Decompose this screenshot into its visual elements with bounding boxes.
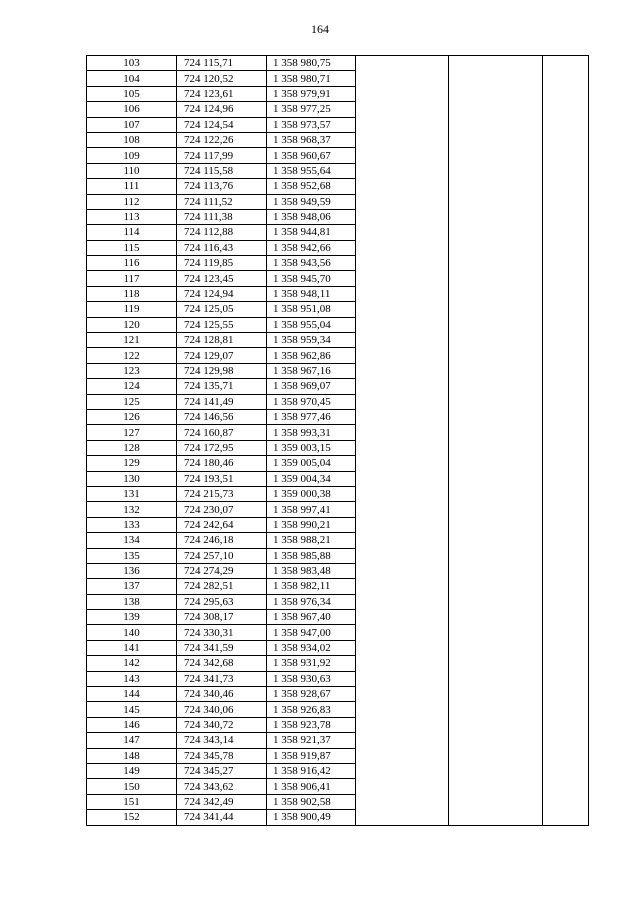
x-coordinate-cell: 724 123,61 xyxy=(177,86,267,101)
page-number: 164 xyxy=(311,22,329,36)
x-coordinate-cell: 724 129,98 xyxy=(177,363,267,378)
point-number-cell: 142 xyxy=(87,656,177,671)
y-coordinate-cell: 1 358 988,21 xyxy=(267,533,356,548)
point-number-cell: 145 xyxy=(87,702,177,717)
y-coordinate-cell: 1 359 004,34 xyxy=(267,471,356,486)
y-coordinate-cell: 1 358 959,34 xyxy=(267,333,356,348)
y-coordinate-cell: 1 358 919,87 xyxy=(267,748,356,763)
y-coordinate-cell: 1 358 921,37 xyxy=(267,733,356,748)
point-number-cell: 125 xyxy=(87,394,177,409)
x-coordinate-cell: 724 113,76 xyxy=(177,179,267,194)
y-coordinate-cell: 1 358 977,25 xyxy=(267,102,356,117)
x-coordinate-cell: 724 116,43 xyxy=(177,240,267,255)
x-coordinate-cell: 724 119,85 xyxy=(177,256,267,271)
coordinates-table-body xyxy=(87,56,589,826)
x-coordinate-cell: 724 341,59 xyxy=(177,640,267,655)
point-number-cell: 105 xyxy=(87,86,177,101)
point-number-cell: 114 xyxy=(87,225,177,240)
x-coordinate-cell: 724 180,46 xyxy=(177,456,267,471)
point-number-cell: 127 xyxy=(87,425,177,440)
point-number-cell: 137 xyxy=(87,579,177,594)
y-coordinate-cell: 1 358 900,49 xyxy=(267,810,356,825)
point-number-cell: 108 xyxy=(87,132,177,147)
point-number-cell: 126 xyxy=(87,409,177,424)
x-coordinate-cell: 724 342,49 xyxy=(177,794,267,809)
x-coordinate-cell: 724 122,26 xyxy=(177,132,267,147)
y-coordinate-cell: 1 358 928,67 xyxy=(267,687,356,702)
point-number-cell: 149 xyxy=(87,763,177,778)
x-coordinate-cell: 724 242,64 xyxy=(177,517,267,532)
y-coordinate-cell: 1 358 962,86 xyxy=(267,348,356,363)
y-coordinate-cell: 1 358 982,11 xyxy=(267,579,356,594)
y-coordinate-cell: 1 358 990,21 xyxy=(267,517,356,532)
x-coordinate-cell: 724 160,87 xyxy=(177,425,267,440)
point-number-cell: 152 xyxy=(87,810,177,825)
point-number-cell: 135 xyxy=(87,548,177,563)
point-number-cell: 107 xyxy=(87,117,177,132)
x-coordinate-cell: 724 111,38 xyxy=(177,209,267,224)
point-number-cell: 129 xyxy=(87,456,177,471)
y-coordinate-cell: 1 358 985,88 xyxy=(267,548,356,563)
x-coordinate-cell: 724 128,81 xyxy=(177,333,267,348)
point-number-cell: 151 xyxy=(87,794,177,809)
point-number-cell: 144 xyxy=(87,687,177,702)
x-coordinate-cell: 724 282,51 xyxy=(177,579,267,594)
y-coordinate-cell: 1 358 948,11 xyxy=(267,286,356,301)
y-coordinate-cell: 1 358 968,37 xyxy=(267,132,356,147)
y-coordinate-cell: 1 358 955,04 xyxy=(267,317,356,332)
point-number-cell: 103 xyxy=(87,56,177,71)
x-coordinate-cell: 724 343,62 xyxy=(177,779,267,794)
x-coordinate-cell: 724 115,71 xyxy=(177,56,267,71)
point-number-cell: 120 xyxy=(87,317,177,332)
y-coordinate-cell: 1 358 976,34 xyxy=(267,594,356,609)
x-coordinate-cell: 724 345,27 xyxy=(177,763,267,778)
y-coordinate-cell: 1 358 902,58 xyxy=(267,794,356,809)
y-coordinate-cell: 1 358 942,66 xyxy=(267,240,356,255)
point-number-cell: 133 xyxy=(87,517,177,532)
x-coordinate-cell: 724 342,68 xyxy=(177,656,267,671)
y-coordinate-cell: 1 358 947,00 xyxy=(267,625,356,640)
x-coordinate-cell: 724 340,72 xyxy=(177,717,267,732)
point-number-cell: 138 xyxy=(87,594,177,609)
table-row xyxy=(87,56,589,71)
y-coordinate-cell: 1 358 980,71 xyxy=(267,71,356,86)
x-coordinate-cell: 724 340,06 xyxy=(177,702,267,717)
x-coordinate-cell: 724 129,07 xyxy=(177,348,267,363)
x-coordinate-cell: 724 123,45 xyxy=(177,271,267,286)
x-coordinate-cell: 724 117,99 xyxy=(177,148,267,163)
y-coordinate-cell: 1 358 983,48 xyxy=(267,563,356,578)
y-coordinate-cell: 1 358 951,08 xyxy=(267,302,356,317)
y-coordinate-cell: 1 358 906,41 xyxy=(267,779,356,794)
point-number-cell: 104 xyxy=(87,71,177,86)
point-number-cell: 139 xyxy=(87,610,177,625)
point-number-cell: 150 xyxy=(87,779,177,794)
x-coordinate-cell: 724 308,17 xyxy=(177,610,267,625)
x-coordinate-cell: 724 135,71 xyxy=(177,379,267,394)
y-coordinate-cell: 1 358 967,16 xyxy=(267,363,356,378)
point-number-cell: 118 xyxy=(87,286,177,301)
x-coordinate-cell: 724 330,31 xyxy=(177,625,267,640)
y-coordinate-cell: 1 358 967,40 xyxy=(267,610,356,625)
y-coordinate-cell: 1 358 930,63 xyxy=(267,671,356,686)
y-coordinate-cell: 1 359 003,15 xyxy=(267,440,356,455)
y-coordinate-cell: 1 358 960,67 xyxy=(267,148,356,163)
y-coordinate-cell: 1 358 923,78 xyxy=(267,717,356,732)
y-coordinate-cell: 1 358 980,75 xyxy=(267,56,356,71)
x-coordinate-cell: 724 341,44 xyxy=(177,810,267,825)
x-coordinate-cell: 724 111,52 xyxy=(177,194,267,209)
x-coordinate-cell: 724 124,96 xyxy=(177,102,267,117)
y-coordinate-cell: 1 359 000,38 xyxy=(267,486,356,501)
point-number-cell: 112 xyxy=(87,194,177,209)
x-coordinate-cell: 724 125,05 xyxy=(177,302,267,317)
y-coordinate-cell: 1 358 970,45 xyxy=(267,394,356,409)
x-coordinate-cell: 724 345,78 xyxy=(177,748,267,763)
y-coordinate-cell: 1 359 005,04 xyxy=(267,456,356,471)
point-number-cell: 113 xyxy=(87,209,177,224)
y-coordinate-cell: 1 358 977,46 xyxy=(267,409,356,424)
y-coordinate-cell: 1 358 997,41 xyxy=(267,502,356,517)
point-number-cell: 115 xyxy=(87,240,177,255)
y-coordinate-cell: 1 358 934,02 xyxy=(267,640,356,655)
y-coordinate-cell: 1 358 952,68 xyxy=(267,179,356,194)
x-coordinate-cell: 724 257,10 xyxy=(177,548,267,563)
point-number-cell: 132 xyxy=(87,502,177,517)
point-number-cell: 106 xyxy=(87,102,177,117)
x-coordinate-cell: 724 146,56 xyxy=(177,409,267,424)
point-number-cell: 111 xyxy=(87,179,177,194)
point-number-cell: 124 xyxy=(87,379,177,394)
empty-merged-cell-1 xyxy=(356,56,449,826)
point-number-cell: 147 xyxy=(87,733,177,748)
x-coordinate-cell: 724 115,58 xyxy=(177,163,267,178)
y-coordinate-cell: 1 358 969,07 xyxy=(267,379,356,394)
y-coordinate-cell: 1 358 993,31 xyxy=(267,425,356,440)
x-coordinate-cell: 724 193,51 xyxy=(177,471,267,486)
point-number-cell: 141 xyxy=(87,640,177,655)
y-coordinate-cell: 1 358 949,59 xyxy=(267,194,356,209)
y-coordinate-cell: 1 358 931,92 xyxy=(267,656,356,671)
x-coordinate-cell: 724 120,52 xyxy=(177,71,267,86)
point-number-cell: 119 xyxy=(87,302,177,317)
point-number-cell: 134 xyxy=(87,533,177,548)
y-coordinate-cell: 1 358 979,91 xyxy=(267,86,356,101)
point-number-cell: 122 xyxy=(87,348,177,363)
point-number-cell: 130 xyxy=(87,471,177,486)
y-coordinate-cell: 1 358 955,64 xyxy=(267,163,356,178)
x-coordinate-cell: 724 343,14 xyxy=(177,733,267,748)
x-coordinate-cell: 724 125,55 xyxy=(177,317,267,332)
y-coordinate-cell: 1 358 943,56 xyxy=(267,256,356,271)
point-number-cell: 146 xyxy=(87,717,177,732)
point-number-cell: 140 xyxy=(87,625,177,640)
x-coordinate-cell: 724 246,18 xyxy=(177,533,267,548)
point-number-cell: 110 xyxy=(87,163,177,178)
x-coordinate-cell: 724 341,73 xyxy=(177,671,267,686)
x-coordinate-cell: 724 124,54 xyxy=(177,117,267,132)
x-coordinate-cell: 724 340,46 xyxy=(177,687,267,702)
x-coordinate-cell: 724 124,94 xyxy=(177,286,267,301)
point-number-cell: 143 xyxy=(87,671,177,686)
empty-merged-cell-2 xyxy=(449,56,543,826)
y-coordinate-cell: 1 358 945,70 xyxy=(267,271,356,286)
x-coordinate-cell: 724 215,73 xyxy=(177,486,267,501)
coordinates-table xyxy=(86,55,589,826)
x-coordinate-cell: 724 172,95 xyxy=(177,440,267,455)
y-coordinate-cell: 1 358 916,42 xyxy=(267,763,356,778)
y-coordinate-cell: 1 358 944,81 xyxy=(267,225,356,240)
x-coordinate-cell: 724 274,29 xyxy=(177,563,267,578)
x-coordinate-cell: 724 230,07 xyxy=(177,502,267,517)
y-coordinate-cell: 1 358 948,06 xyxy=(267,209,356,224)
point-number-cell: 131 xyxy=(87,486,177,501)
point-number-cell: 121 xyxy=(87,333,177,348)
point-number-cell: 109 xyxy=(87,148,177,163)
x-coordinate-cell: 724 112,88 xyxy=(177,225,267,240)
point-number-cell: 116 xyxy=(87,256,177,271)
y-coordinate-cell: 1 358 973,57 xyxy=(267,117,356,132)
point-number-cell: 123 xyxy=(87,363,177,378)
x-coordinate-cell: 724 295,63 xyxy=(177,594,267,609)
y-coordinate-cell: 1 358 926,83 xyxy=(267,702,356,717)
empty-merged-cell-3 xyxy=(543,56,589,826)
x-coordinate-cell: 724 141,49 xyxy=(177,394,267,409)
point-number-cell: 128 xyxy=(87,440,177,455)
point-number-cell: 148 xyxy=(87,748,177,763)
point-number-cell: 136 xyxy=(87,563,177,578)
point-number-cell: 117 xyxy=(87,271,177,286)
